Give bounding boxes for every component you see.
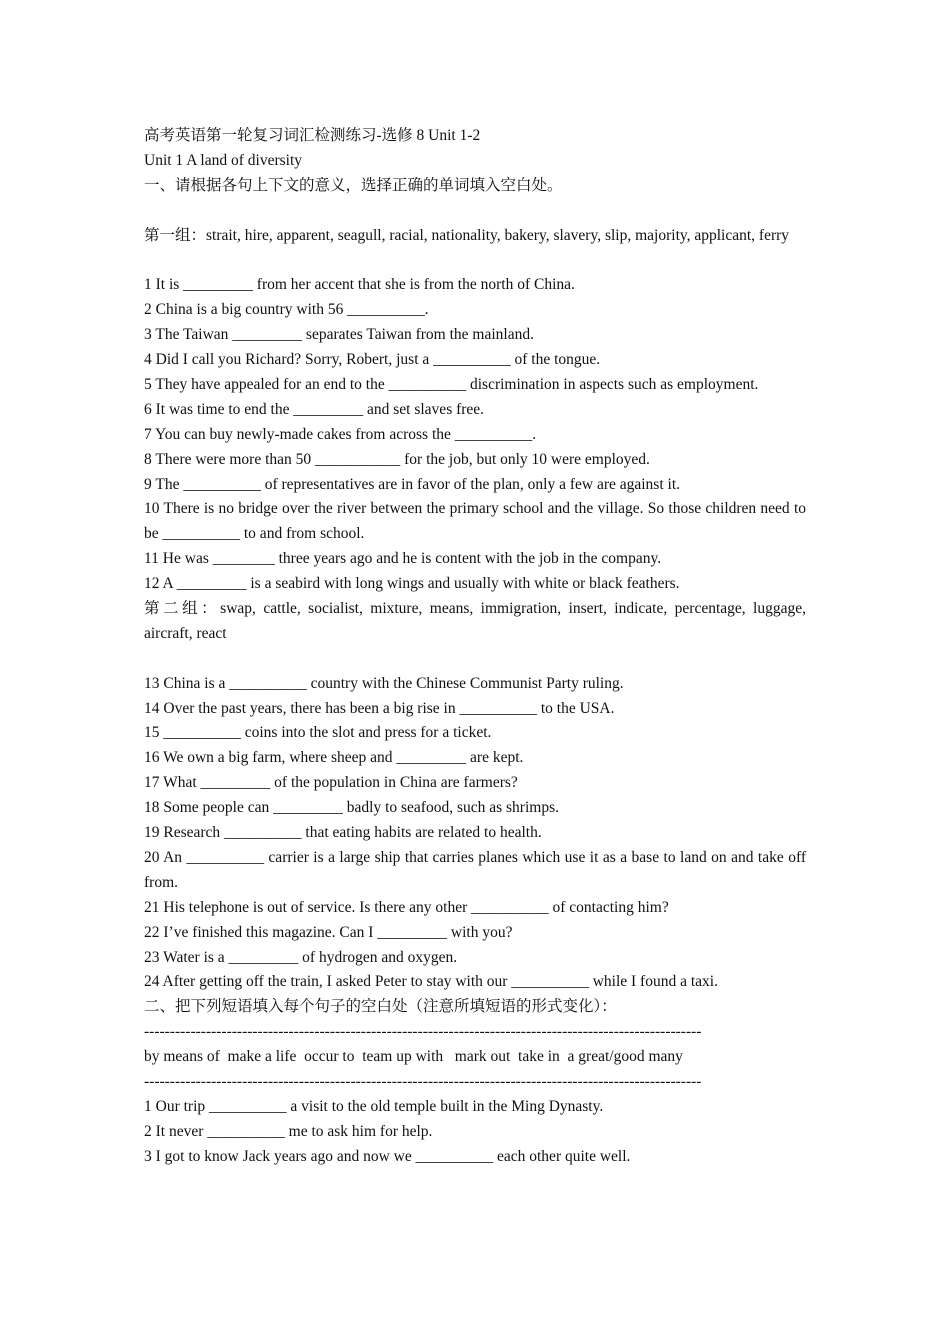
- exercise-item: 5 They have appealed for an end to the __________ discrimination in aspects such as employment.: [144, 375, 759, 393]
- divider-bottom: ------------------------------------------------------------------------------------------------------------: [144, 1072, 702, 1090]
- exercise-item: 14 Over the past years, there has been a big rise in __________ to the USA.: [144, 699, 615, 717]
- exercise-item: 1 It is _________ from her accent that she is from the north of China.: [144, 276, 575, 294]
- exercise-item: 19 Research __________ that eating habits are related to health.: [144, 824, 542, 842]
- unit-title: Unit 1 A land of diversity: [144, 151, 303, 169]
- exercise-item: 12 A _________ is a seabird with long wings and usually with white or black feathers.: [144, 575, 680, 593]
- exercise-item: 13 China is a __________ country with the Chinese Communist Party ruling.: [144, 674, 624, 692]
- exercise-item: 17 What _________ of the population in China are farmers?: [144, 774, 518, 792]
- exercise-item: 16 We own a big farm, where sheep and _________ are kept.: [144, 749, 524, 767]
- exercise-item: 8 There were more than 50 ___________ for the job, but only 10 were employed.: [144, 450, 650, 468]
- section1-heading: 一、请根据各句上下文的意义，选择正确的单词填入空白处。: [144, 176, 563, 194]
- exercise-item: 18 Some people can _________ badly to seafood, such as shrimps.: [144, 799, 559, 817]
- spacer: [144, 647, 806, 672]
- exercise-item: 23 Water is a _________ of hydrogen and oxygen.: [144, 948, 458, 966]
- spacer: [144, 248, 806, 273]
- exercise-item: 10 There is no bridge over the river between the primary school and the village. So those children need to be __________ to and from school.: [144, 500, 806, 543]
- exercise-item: 1 Our trip __________ a visit to the old temple built in the Ming Dynasty.: [144, 1097, 604, 1115]
- exercise-item: 21 His telephone is out of service. Is there any other __________ of contacting him?: [144, 898, 669, 916]
- document-page: [144, 124, 806, 1170]
- exercise-item: 6 It was time to end the _________ and set slaves free.: [144, 400, 485, 418]
- exercise-item: 7 You can buy newly-made cakes from across the __________.: [144, 425, 537, 443]
- divider-top: ------------------------------------------------------------------------------------------------------------: [144, 1023, 702, 1041]
- exercise-item: 9 The __________ of representatives are in favor of the plan, only a few are against it.: [144, 475, 681, 493]
- exercise-item: 22 I’ve finished this magazine. Can I _________ with you?: [144, 923, 513, 941]
- exercise-item: 24 After getting off the train, I asked Peter to stay with our __________ while I found a taxi.: [144, 973, 718, 991]
- group2-word-bank: 第二组：swap, cattle, socialist, mixture, means, immigration, insert, indicate, percentage, luggage, aircraft, react: [144, 599, 806, 642]
- exercise-item: 4 Did I call you Richard? Sorry, Robert, just a __________ of the tongue.: [144, 351, 601, 369]
- exercise-item: 15 __________ coins into the slot and press for a ticket.: [144, 724, 492, 742]
- exercise-item: 2 China is a big country with 56 __________.: [144, 301, 429, 319]
- exercise-item: 20 An __________ carrier is a large ship that carries planes which use it as a base to land on and take off from.: [144, 848, 806, 891]
- exercise-item: 11 He was ________ three years ago and he is content with the job in the company.: [144, 550, 662, 568]
- document-title: 高考英语第一轮复习词汇检测练习-选修 8 Unit 1-2: [144, 127, 481, 144]
- group1-word-bank: 第一组：strait, hire, apparent, seagull, racial, nationality, bakery, slavery, slip, majority, applicant, ferry: [144, 226, 790, 244]
- spacer: [144, 199, 806, 224]
- exercise-item: 3 The Taiwan _________ separates Taiwan from the mainland.: [144, 326, 534, 344]
- exercise-item: 3 I got to know Jack years ago and now we __________ each other quite well.: [144, 1147, 631, 1165]
- exercise-item: 2 It never __________ me to ask him for help.: [144, 1122, 433, 1140]
- section2-heading: 二、把下列短语填入每个句子的空白处（注意所填短语的形式变化）：: [144, 998, 617, 1016]
- phrase-bank: by means of make a life occur to team up with mark out take in a great/good many: [144, 1048, 683, 1066]
